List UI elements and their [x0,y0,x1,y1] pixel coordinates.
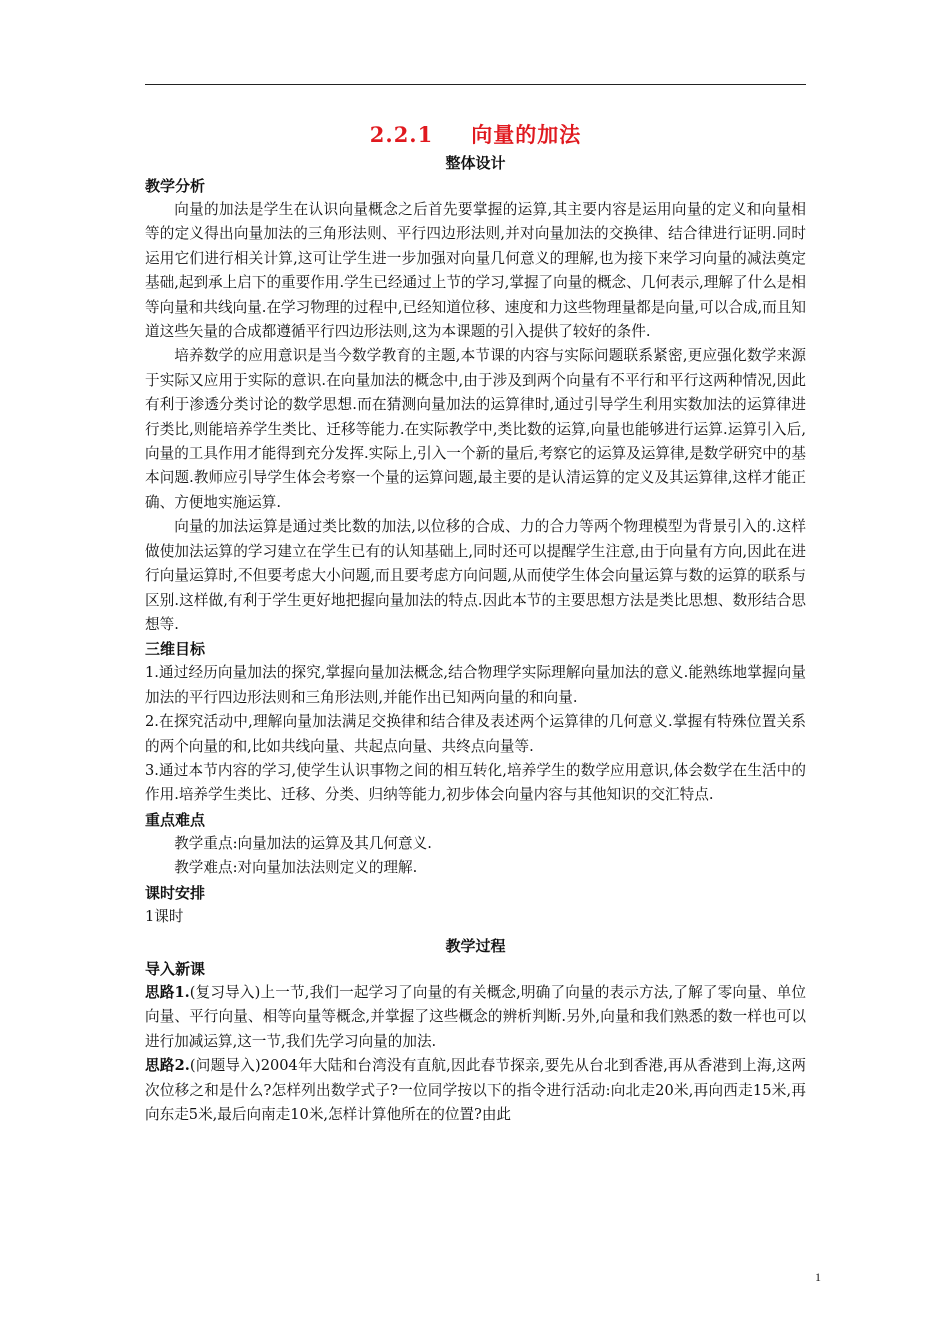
title-text: 向量的加法 [471,122,582,147]
analysis-paragraph: 向量的加法是学生在认识向量概念之后首先要掌握的运算,其主要内容是运用向量的定义和向量相等的定义得出向量加法的三角形法则、平行四边形法则,并对向量加法的交换律、结合律进行证明.同时运用它们进行相关计算,这可让学生进一步加强对向量几何意义的理解,也为接下来学习向量的减法奠定基础,起到承上启下的重要作用.学生已经通过上节的学习,掌握了向量的概念、几何表示,理解了什么是相等向量和共线向量.在学习物理的过程中,已经知道位移、速度和力这些物理量都是向量,可以合成,而且知道这些矢量的合成都遵循平行四边形法则,这为本课题的引入提供了较好的条件. [145,201,806,341]
page-number: 1 [815,1270,821,1284]
page-content [145,118,806,1127]
section-heading-goals: 三维目标 [145,640,206,659]
subtitle: 整体设计 [445,154,506,172]
key-point-item: 教学重点:向量加法的运算及其几何意义. [174,834,432,852]
subsection-heading-intro: 导入新课 [145,959,206,978]
goal-item: 2.在探究活动中,理解向量加法满足交换律和结合律及表述两个运算律的几何意义.掌握有特殊位置关系的两个向量的和,比如共线向量、共起点向量、共终点向量等. [145,713,806,755]
header-rule [145,84,806,85]
schedule-text: 1课时 [145,907,184,925]
goal-item: 1.通过经历向量加法的探究,掌握向量加法概念,结合物理学实际理解向量加法的意义.能熟练地掌握向量加法的平行四边形法则和三角形法则,并能作出已知两向量的和向量. [145,664,806,706]
title-number: 2.2.1 [369,122,434,147]
key-point-item: 教学难点:对向量加法法则定义的理解. [174,859,418,877]
idea-paragraph-1 [145,981,806,1054]
idea-paragraph-2 [145,1054,806,1127]
idea-label: 思路2. [145,1057,190,1075]
section-heading-process: 教学过程 [445,936,506,955]
idea-label: 思路1. [145,983,190,1001]
goal-item: 3.通过本节内容的学习,使学生认识事物之间的相互转化,培养学生的数学应用意识,体会数学在生活中的作用.培养学生类比、迁移、分类、归纳等能力,初步体会向量内容与其他知识的交汇特点. [145,761,806,804]
section-heading-analysis: 教学分析 [145,177,206,195]
section-heading-schedule: 课时安排 [145,883,206,902]
analysis-paragraph: 培养数学的应用意识是当今数学教育的主题,本节课的内容与实际问题联系紧密,更应强化数学来源于实际又应用于实际的意识.在向量加法的概念中,由于涉及到两个向量有不平行和平行这两种情况,因此有利于渗透分类讨论的数学思想.而在猜测向量加法的运算律时,通过引导学生利用实数加法的运算律进行类比,则能培养学生类比、迁移等能力.在实际教学中,类比数的运算,向量也能够进行运算.运算引入后,向量的工具作用才能得到充分发挥.实际上,引入一个新的量后,考察它的运算及运算律,是数学研究中的基本问题.教师应引导学生体会考察一个量的运算问题,最主要的是认清运算的定义及其运算律,这样才能正确、方便地实施运算. [145,347,806,511]
analysis-paragraph: 向量的加法运算是通过类比数的加法,以位移的合成、力的合力等两个物理模型为背景引入的.这样做使加法运算的学习建立在学生已有的认知基础上,同时还可以提醒学生注意,由于向量有方向,因此在进行向量运算时,不但要考虑大小问题,而且要考虑方向问题,从而使学生体会向量运算与数的运算的联系与区别.这样做,有利于学生更好地把握向量加法的特点.因此本节的主要思想方法是类比思想、数形结合思想等. [145,518,806,633]
idea-text: (复习导入)上一节,我们一起学习了向量的有关概念,明确了向量的表示方法,了解了零向量、单位向量、平行向量、相等向量等概念,并掌握了这些概念的辨析判断.另外,向量和我们熟悉的数一样也可以进行加减运算,这一节,我们先学习向量的加法. [145,983,806,1050]
idea-text: (问题导入)2004年大陆和台湾没有直航,因此春节探亲,要先从台北到香港,再从香港到上海,这两次位移之和是什么?怎样列出数学式子?一位同学按以下的指令进行活动:向北走20米,再向西走15米,再向东走5米,最后向南走10米,怎样计算他所在的位置?由此 [145,1057,806,1123]
page-title [145,118,806,152]
section-heading-key-points: 重点难点 [145,810,206,829]
